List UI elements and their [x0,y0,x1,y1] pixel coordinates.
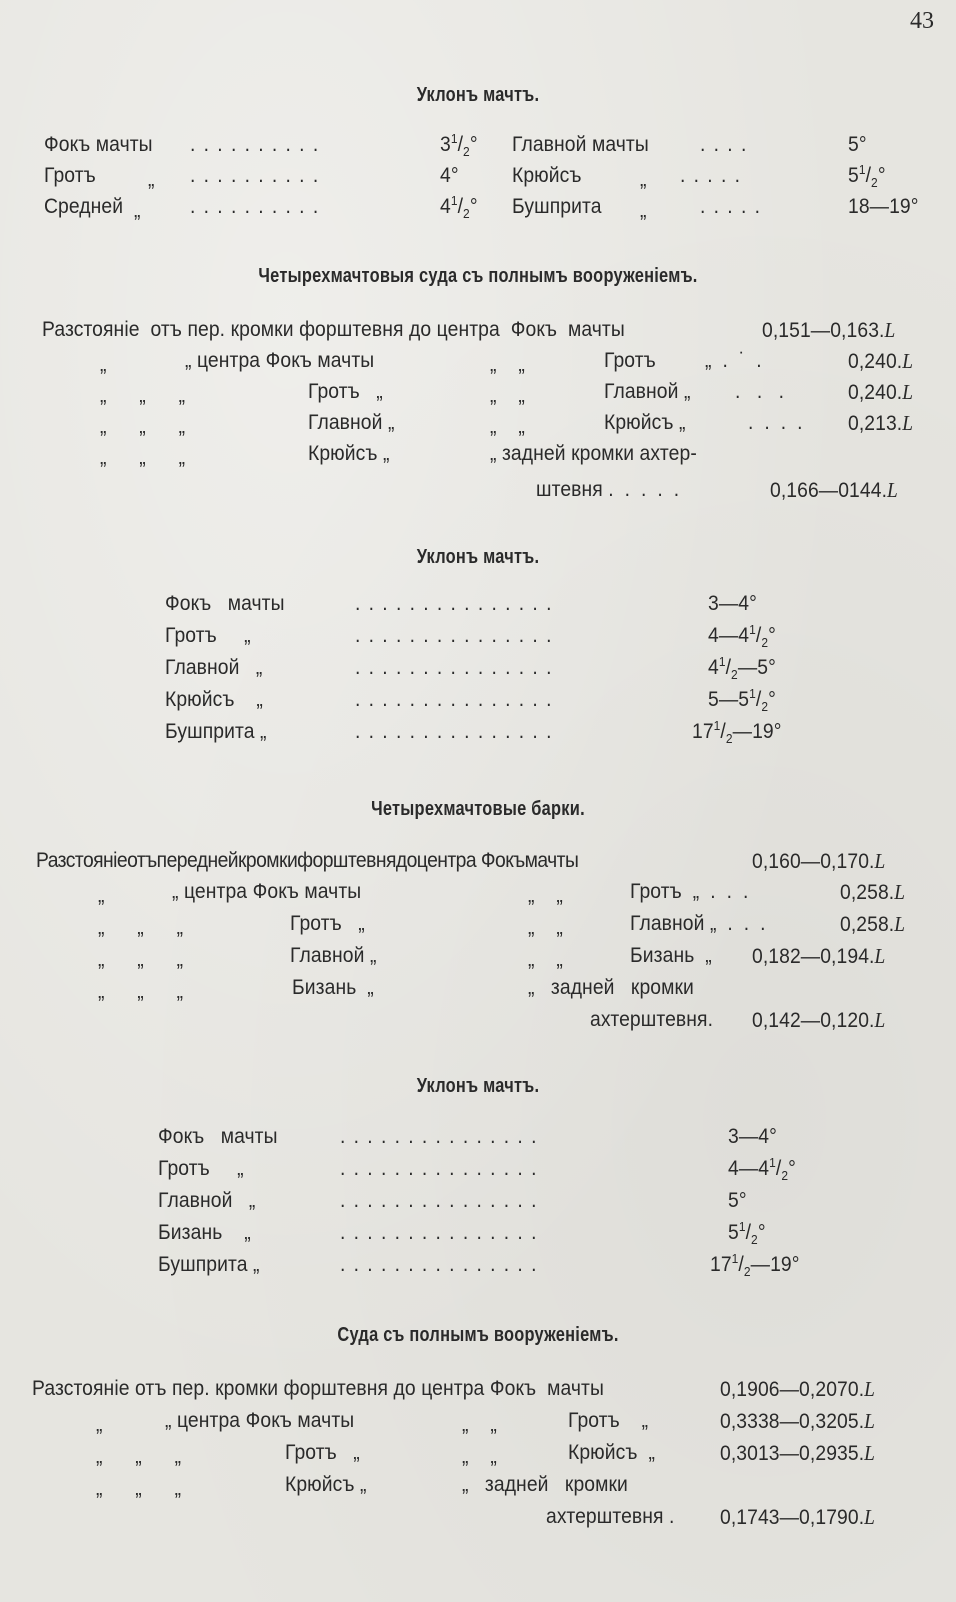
length-symbol: L [902,349,914,373]
leader-dots: „ . ˙ . [705,349,762,372]
value: 0,166—0144. [770,479,888,502]
distance-value [752,944,885,969]
rake-value: $3^1/_2^\circ$ [440,131,478,160]
distance-to: „ задней кромки ахтер- [490,442,697,465]
distance-from: Главной „ [290,944,377,967]
ditto: „ „ [528,884,563,907]
leader-dots: ............... [355,592,560,615]
leader-dots: .......... [190,195,327,218]
length-symbol: L [864,1377,876,1401]
length-symbol: L [864,1441,876,1465]
ditto: „ [98,884,105,907]
rake-label: Главной мачты [512,133,649,156]
value-int: 3 [440,133,451,156]
value: 0,142—0,120. [752,1009,875,1032]
ditto: „ „ [490,384,525,407]
length-symbol: L [887,478,898,502]
rake-value: $4—4^1/_2^\circ$ [728,1155,796,1184]
value-int: 5 [848,164,859,187]
frac-den: 2 [871,175,878,191]
value: 0,160—0,170. [752,850,875,873]
rake-value: 4° [440,164,459,187]
frac-den: 2 [463,144,470,160]
distance-value [720,1409,875,1434]
ditto: „ „ „ [100,415,186,438]
length-symbol: L [864,1505,876,1529]
rake-label: Бушприта „ [158,1253,260,1276]
rake-label: Крюйсъ „ [165,688,263,711]
distance-value [840,912,905,937]
degree: ° [757,1221,766,1244]
frac-num: 1 [450,193,458,208]
leader-dots: ............... [355,688,560,711]
value: 0,213. [848,412,903,435]
value: 0,182—0,194. [752,945,875,968]
length-symbol: L [874,944,886,968]
value-int: 4 [440,195,451,218]
frac-num: 1 [749,686,756,701]
distance-from: „ центра Фокъ мачты [185,349,375,372]
frac-den: 2 [751,1232,758,1248]
value-int: 4 [708,656,719,679]
value: 0,258. [840,881,895,904]
ditto: „ „ [490,353,525,376]
rake-value: 3—4° [708,592,757,615]
rake-value: $4^1/_2^\circ$ [440,193,478,222]
rake-value: 5° [728,1189,747,1212]
value: 0,258. [840,913,895,936]
ditto: „ [640,199,647,222]
distance-row-label: Разстояніеотъпереднейкромкифорштевнядоцентра Фокъмачты [36,849,579,872]
ditto: „ „ [528,948,563,971]
distance-to: „ задней кромки [528,976,694,999]
leader-dots: . . . [735,380,785,403]
distance-value [752,1008,885,1033]
leader-dots: ............... [355,624,560,647]
distance-value [720,1377,875,1402]
ditto: „ „ „ [98,980,184,1003]
ditto: „ „ „ [96,1445,182,1468]
distance-value [848,349,913,374]
frac-den: 2 [761,699,769,715]
leader-dots: ............... [355,720,560,743]
ditto: „ „ [490,415,525,438]
section-title-rake-2: Уклонъ мачтъ. [416,546,540,568]
leader-dots: ............... [340,1253,545,1276]
distance-to: Гротъ „ [568,1409,649,1432]
rake-label: Бизань „ [158,1221,251,1244]
value-end: —19° [732,720,782,743]
distance-to-cont: штевня . . . . . [536,478,680,501]
degree: ° [768,624,776,647]
frac-num: 1 [731,1251,739,1266]
rake-label: Гротъ [44,164,96,187]
length-symbol: L [894,912,906,936]
distance-from: Гротъ „ [290,912,365,935]
frac-den: 2 [743,1264,751,1280]
length-symbol: L [894,880,906,904]
rake-label: Гротъ „ [165,624,251,647]
distance-to-cont: ахтерштевня . [546,1505,675,1528]
distance-row-label: Разстояніе отъ пер. кромки форштевня до центра Фокъ мачты [32,1377,604,1400]
distance-to: Гротъ [604,349,656,372]
section-title-rake-3: Уклонъ мачтъ. [416,1075,540,1097]
leader-dots: ............... [340,1125,545,1148]
distance-to: Главной „ [604,380,691,403]
ditto: „ „ „ [98,916,184,939]
degree: ° [469,133,478,156]
rake-label: Крюйсъ [512,164,582,187]
rake-value: $5^1/_2^\circ$ [848,162,886,191]
distance-to: Бизань „ [630,944,712,967]
frac-num: 1 [738,1219,746,1234]
rake-label: Главной „ [158,1189,256,1212]
distance-value [840,880,905,905]
ditto: „ „ „ [96,1477,182,1500]
degree: ° [877,164,886,187]
rake-label: Гротъ „ [158,1157,244,1180]
distance-row-label: Разстояніе отъ пер. кромки форштевня до центра Фокъ мачты [42,318,625,341]
leader-dots: .... [700,133,755,156]
frac-num: 1 [713,718,721,733]
frac-den: 2 [463,206,470,222]
rake-value: $17^1/_2—19^\circ$ [692,718,782,747]
rake-value: $5—5^1/_2^\circ$ [708,686,776,715]
leader-dots: ............... [340,1221,545,1244]
distance-value [720,1505,875,1530]
section-title-full-rigged-ships: Суда съ полнымъ вооруженіемъ. [337,1324,619,1346]
distance-from: Крюйсъ „ [285,1473,367,1496]
rake-value: $4^1/_2—5^\circ$ [708,654,776,683]
leader-dots: .......... [190,133,327,156]
distance-from: „ центра Фокъ мачты [165,1409,355,1432]
distance-from: Гротъ „ [285,1441,360,1464]
value-end: —5° [737,656,776,679]
frac-den: 2 [731,667,738,683]
frac-num: 1 [769,1155,776,1170]
distance-to: Крюйсъ „ [604,411,686,434]
value: 0,3013—0,2935. [720,1442,865,1465]
section-title-four-mast-barques: Четырехмачтовые барки. [371,798,585,820]
frac-den: 2 [725,731,733,747]
frac-num: 1 [858,162,866,177]
ditto: „ [640,168,647,191]
rake-label: Средней [44,195,124,218]
frac-num: 1 [718,654,726,669]
distance-from: „ центра Фокъ мачты [172,880,362,903]
rake-value: $17^1/_2—19^\circ$ [710,1251,800,1280]
length-symbol: L [874,849,886,873]
value-int: 4—4 [728,1157,770,1180]
frac-num: 1 [450,131,458,146]
value-int: 5 [728,1221,739,1244]
ditto: „ [100,353,107,376]
section-title-rake-1: Уклонъ мачтъ. [416,84,540,106]
distance-value [848,411,913,436]
distance-value [770,478,898,503]
leader-dots: ............... [340,1189,545,1212]
value-int: 17 [692,720,714,743]
distance-to-cont: ахтерштевня. [590,1008,714,1031]
frac-den: 2 [761,635,769,651]
ditto: „ „ „ [100,384,186,407]
value: 0,1906—0,2070. [720,1378,865,1401]
length-symbol: L [874,1008,886,1032]
value-int: 4—4 [708,624,750,647]
distance-value [720,1441,875,1466]
ditto: „ „ [462,1413,497,1436]
length-symbol: L [902,411,914,435]
rake-value: $5^1/_2^\circ$ [728,1219,766,1248]
rake-label: Бушприта [512,195,602,218]
value-int: 17 [710,1253,732,1276]
rake-label: Главной „ [165,656,263,679]
rake-value: 18—19° [848,195,919,218]
value-end: —19° [750,1253,800,1276]
value: 0,240. [848,381,903,404]
leader-dots: ..... [700,195,769,218]
ditto: „ „ „ [100,446,186,469]
distance-from: Гротъ „ [308,380,383,403]
distance-value [762,318,895,343]
degree: ° [788,1157,796,1180]
leader-dots: ............... [355,656,560,679]
rake-value: $4—4^1/_2^\circ$ [708,622,776,651]
value: 0,151—0,163. [762,319,885,342]
rake-value: 5° [848,133,867,156]
leader-dots: . . . . [748,411,803,434]
value: 0,240. [848,350,903,373]
frac-num: 1 [749,622,756,637]
length-symbol: L [864,1409,876,1433]
rake-label: Бушприта „ [165,720,267,743]
degree: ° [768,688,776,711]
distance-from: Главной „ [308,411,395,434]
value: 0,3338—0,3205. [720,1410,865,1433]
ditto: „ [96,1413,103,1436]
value-int: 5—5 [708,688,750,711]
distance-to: Гротъ „ . . . [630,880,749,903]
distance-from: Крюйсъ „ [308,442,390,465]
leader-dots: ..... [680,164,749,187]
frac-den: 2 [781,1168,789,1184]
rake-label: Фокъ мачты [44,133,153,156]
ditto: „ „ [462,1445,497,1468]
ditto: „ „ „ [98,948,184,971]
rake-label: Фокъ мачты [165,592,285,615]
section-title-four-mast-ships: Четырехмачтовыя суда съ полнымъ вооруженіемъ. [258,265,698,287]
leader-dots: ............... [340,1157,545,1180]
distance-to: Главной „ . . . [630,912,766,935]
length-symbol: L [902,380,914,404]
distance-from: Бизань „ [292,976,374,999]
distance-value [848,380,913,405]
distance-value [752,849,885,874]
degree: ° [469,195,478,218]
page-number: 43 [910,8,934,34]
rake-label: Фокъ мачты [158,1125,278,1148]
length-symbol: L [884,318,896,342]
leader-dots: .......... [190,164,327,187]
rake-value: 3—4° [728,1125,777,1148]
distance-to: „ задней кромки [462,1473,628,1496]
distance-to: Крюйсъ „ [568,1441,656,1464]
ditto: „ [134,199,141,222]
ditto: „ „ [528,916,563,939]
ditto: „ [148,168,155,191]
value: 0,1743—0,1790. [720,1506,865,1529]
